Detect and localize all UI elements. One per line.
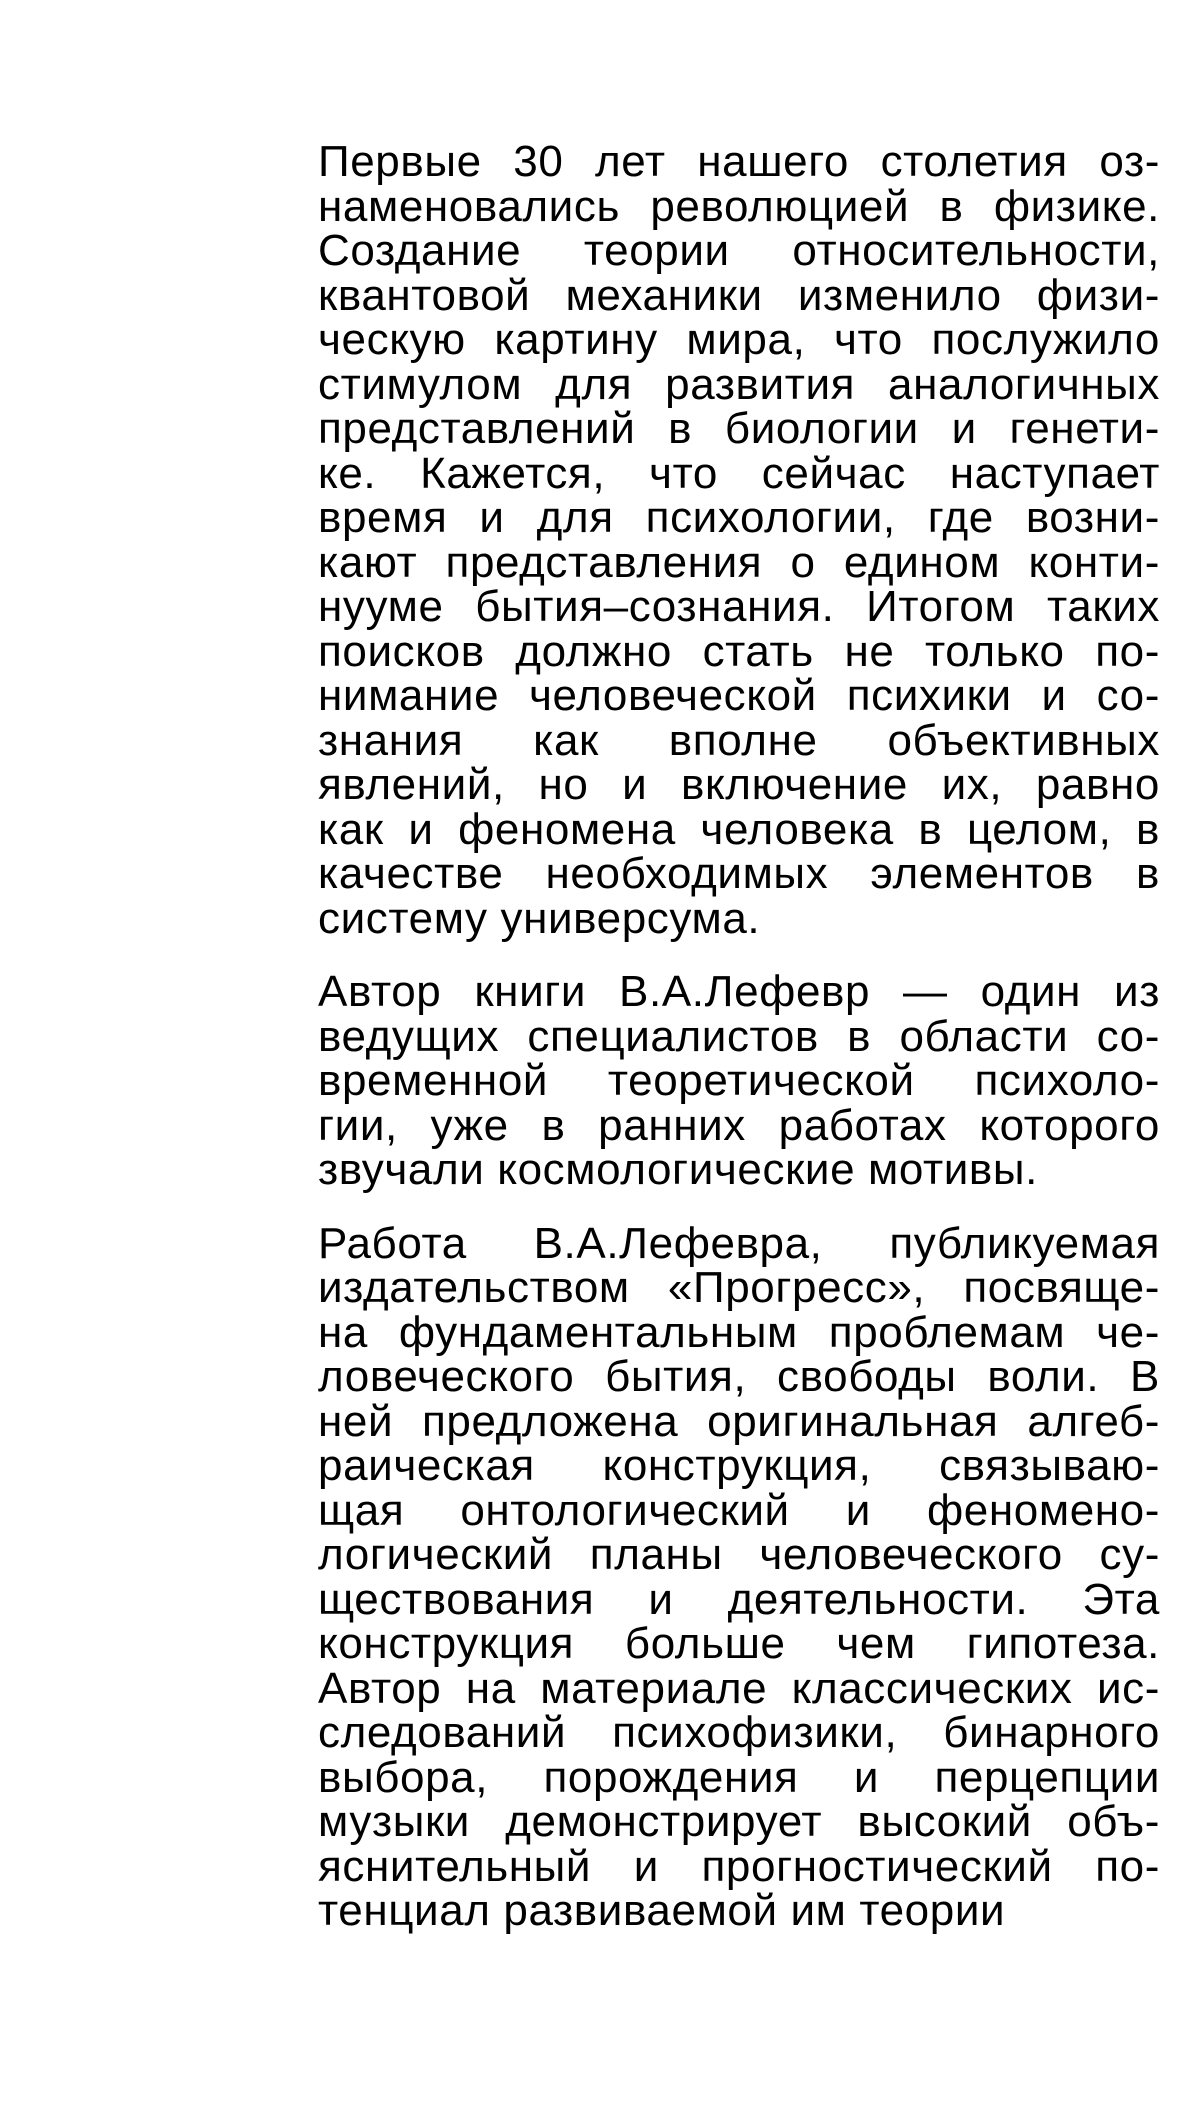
text-line: качестве необходимых элементов в (318, 849, 1160, 898)
paragraph-gap (318, 1193, 1160, 1222)
text-line: ществования и деятельности. Эта (318, 1574, 1160, 1624)
text-line: звучали космологические мотивы. (318, 1145, 1038, 1194)
text-line: гии, уже в ранних работах которого (318, 1100, 1160, 1150)
text-line: как и феномена человека в целом, в (318, 804, 1160, 854)
text-line: поисков должно стать не только по- (318, 626, 1160, 676)
text-line: яснительный и прогностический по- (318, 1841, 1160, 1891)
text-line: явлений, но и включение их, равно (318, 760, 1160, 809)
text-line: ней предложена оригинальная алгеб- (318, 1396, 1160, 1446)
text-line: Работа В.А.Лефевра, публикуемая (318, 1218, 1160, 1268)
text-line: тенциал развиваемой им теории (318, 1886, 1006, 1935)
text-line: представлений в биологии и генети- (318, 404, 1160, 453)
paragraph-intro (318, 137, 1160, 943)
text-line: ловеческого бытия, свободы воли. В (318, 1352, 1160, 1401)
paragraph-author (318, 967, 1160, 1194)
text-line: стимулом для развития аналогичных (318, 359, 1160, 409)
text-line: издательством «Прогресс», посвяще- (318, 1263, 1160, 1312)
text-line: наменовались революцией в физике. (318, 181, 1160, 231)
text-line: знания как вполне объективных (318, 715, 1160, 765)
text-line: квантовой механики изменило физи- (318, 270, 1160, 320)
text-line: нимание человеческой психики и со- (318, 671, 1160, 720)
text-line: ке. Кажется, что сейчас наступает (318, 448, 1160, 498)
text-line: ческую картину мира, что послужило (318, 315, 1160, 364)
text-line: музыки демонстрирует высокий объ- (318, 1797, 1160, 1846)
text-line: раическая конструкция, связываю- (318, 1441, 1160, 1490)
text-line: время и для психологии, где возни- (318, 493, 1160, 542)
text-line: следований психофизики, бинарного (318, 1708, 1160, 1757)
text-line: на фундаментальным проблемам че- (318, 1307, 1160, 1357)
text-line: Создание теории относительности, (318, 226, 1160, 275)
text-line: выбора, порождения и перцепции (318, 1752, 1160, 1802)
text-line: Первые 30 лет нашего столетия оз- (318, 137, 1160, 186)
text-line: Автор на материале классических ис- (318, 1663, 1160, 1713)
text-line: ведущих специалистов в области со- (318, 1011, 1160, 1061)
text-line: логический планы человеческого су- (318, 1530, 1160, 1579)
paragraph-work (318, 1218, 1160, 1935)
text-line: нууме бытия–сознания. Итогом таких (318, 582, 1160, 631)
text-line: кают представления о едином конти- (318, 537, 1160, 587)
text-line: временной теоретической психоло- (318, 1056, 1160, 1105)
text-line: щая онтологический и феномено- (318, 1485, 1160, 1535)
paragraph-gap (318, 941, 1160, 970)
text-line: систему универсума. (318, 893, 761, 943)
text-line: конструкция больше чем гипотеза. (318, 1619, 1160, 1668)
annotation-text (318, 137, 1160, 1935)
text-line: Автор книги В.А.Лефевр — один из (318, 967, 1160, 1016)
